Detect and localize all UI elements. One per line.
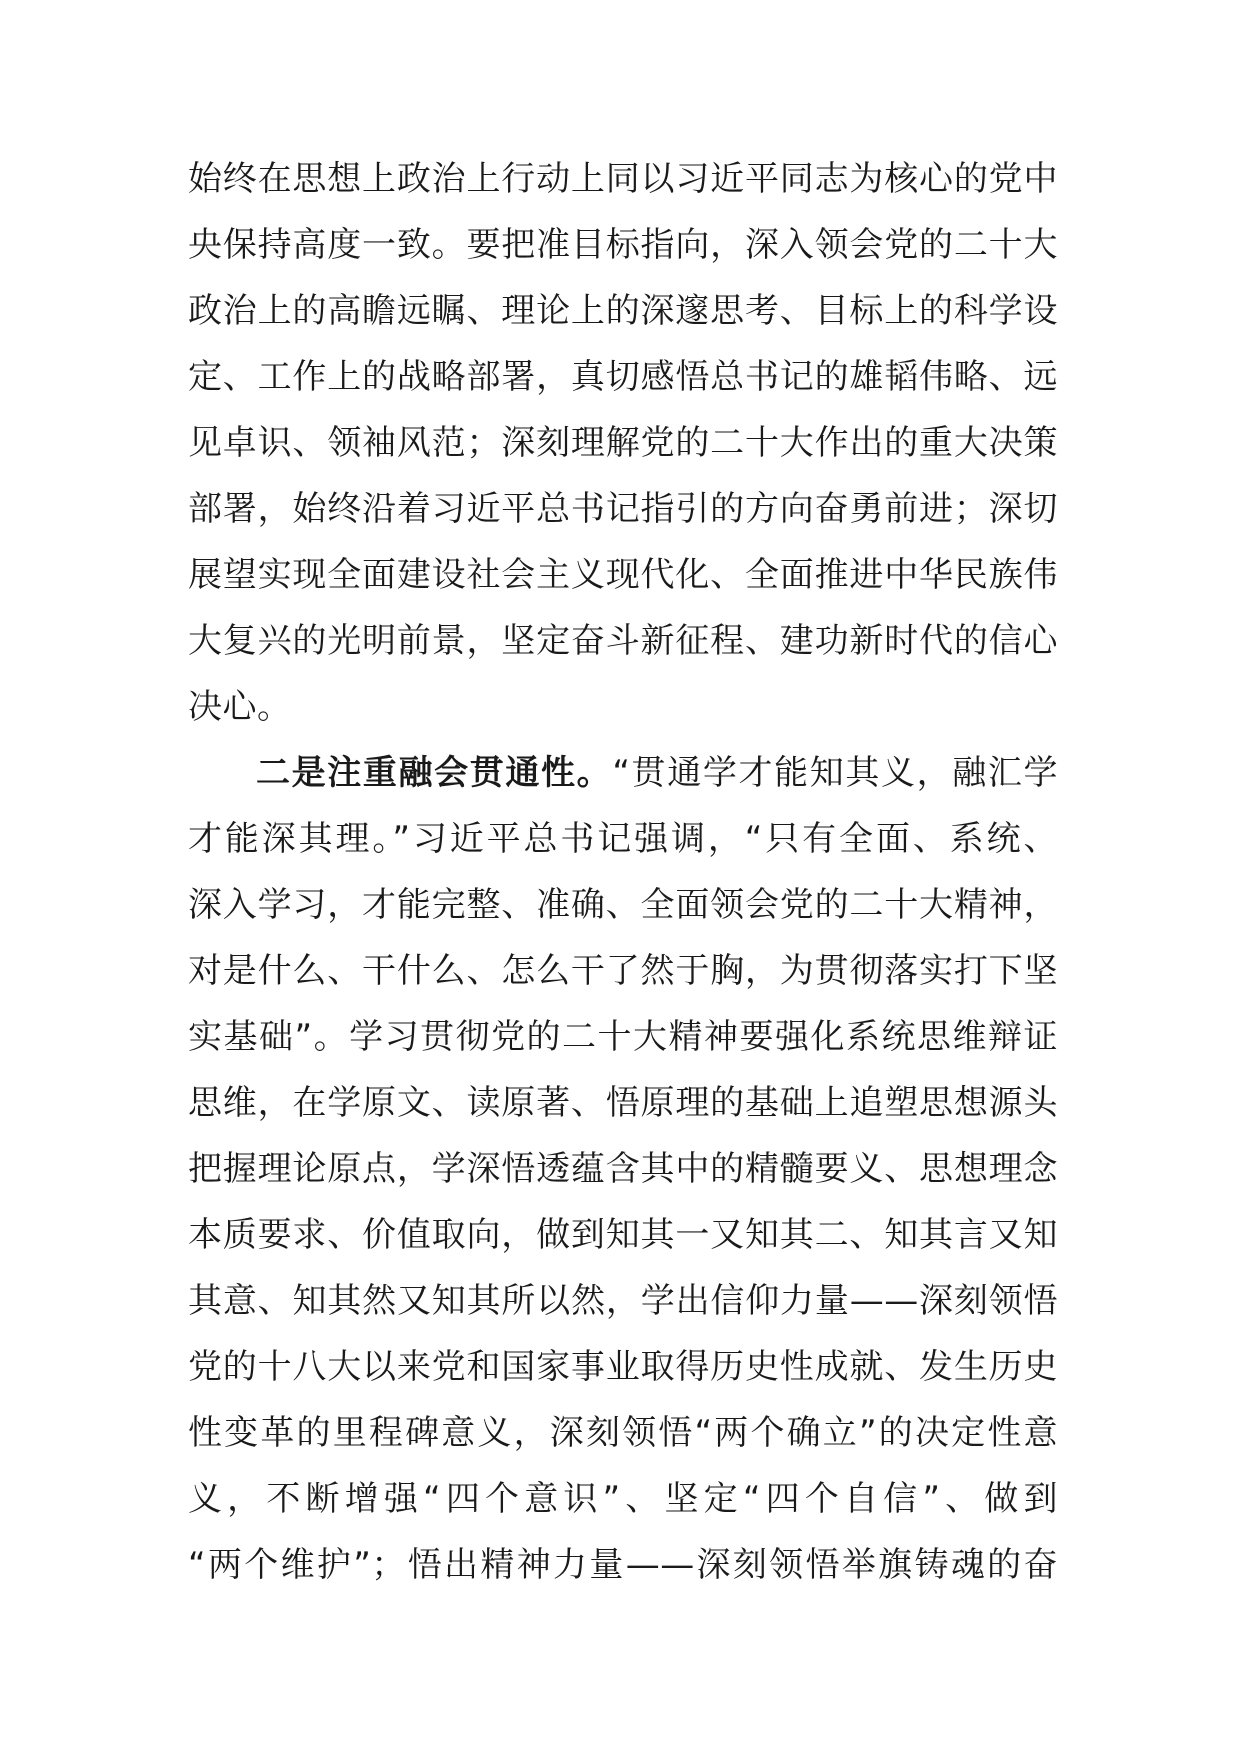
paragraph-line: 其意、知其然又知其所以然，学出信仰力量——深刻领悟 [188, 1281, 1058, 1321]
body-text [188, 146, 1058, 1598]
paragraph-line: 义，不断增强“四个意识”、坚定“四个自信”、做到 [188, 1479, 1058, 1519]
paragraph-line-rest: “贯通学才能知其义，融汇学 [612, 753, 1058, 793]
paragraph-line: 展望实现全面建设社会主义现代化、全面推进中华民族伟 [188, 555, 1058, 595]
paragraph-line: 决心。 [188, 687, 292, 727]
section-heading-line [188, 740, 1058, 806]
paragraph-line: 政治上的高瞻远瞩、理论上的深邃思考、目标上的科学设 [188, 291, 1058, 331]
paragraph-line: “两个维护”；悟出精神力量——深刻领悟举旗铸魂的奋 [188, 1545, 1058, 1585]
paragraph-line: 大复兴的光明前景，坚定奋斗新征程、建功新时代的信心 [188, 621, 1058, 661]
paragraph-line: 本质要求、价值取向，做到知其一又知其二、知其言又知 [188, 1215, 1058, 1255]
paragraph-line: 见卓识、领袖风范；深刻理解党的二十大作出的重大决策 [188, 423, 1058, 463]
section-heading: 二是注重融会贯通性。 [256, 753, 613, 793]
paragraph-line: 才能深其理。”习近平总书记强调，“只有全面、系统、 [188, 819, 1058, 859]
paragraph-line: 性变革的里程碑意义，深刻领悟“两个确立”的决定性意 [188, 1413, 1058, 1453]
paragraph-line: 部署，始终沿着习近平总书记指引的方向奋勇前进；深切 [188, 489, 1058, 529]
paragraph-line: 定、工作上的战略部署，真切感悟总书记的雄韬伟略、远 [188, 357, 1058, 397]
paragraph-line: 始终在思想上政治上行动上同以习近平同志为核心的党中 [188, 159, 1058, 199]
paragraph-line: 党的十八大以来党和国家事业取得历史性成就、发生历史 [188, 1347, 1058, 1387]
paragraph-line: 对是什么、干什么、怎么干了然于胸，为贯彻落实打下坚 [188, 951, 1058, 991]
paragraph-line: 深入学习，才能完整、准确、全面领会党的二十大精神， [188, 885, 1058, 925]
paragraph-line: 思维，在学原文、读原著、悟原理的基础上追塑思想源头 [188, 1083, 1058, 1123]
paragraph-line: 把握理论原点，学深悟透蕴含其中的精髓要义、思想理念 [188, 1149, 1058, 1189]
paragraph-line: 实基础”。学习贯彻党的二十大精神要强化系统思维辩证 [188, 1017, 1058, 1057]
paragraph-line: 央保持高度一致。要把准目标指向，深入领会党的二十大 [188, 225, 1058, 265]
